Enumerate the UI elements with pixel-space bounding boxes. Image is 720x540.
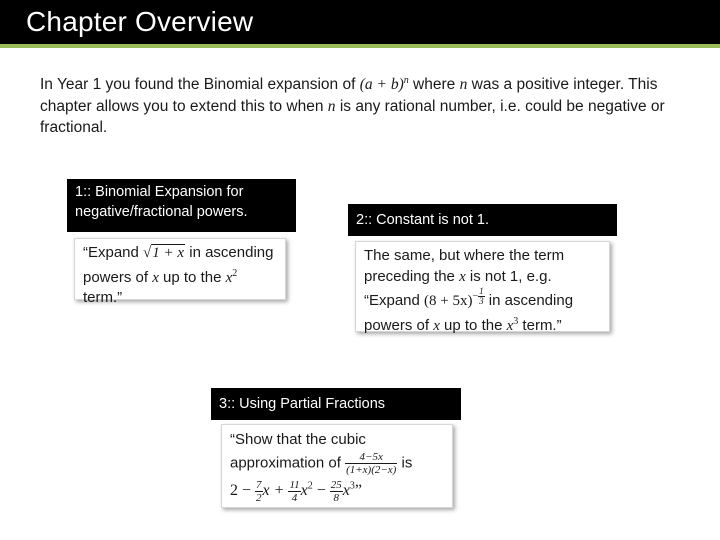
card-1-text-2: in ascending powers of <box>83 244 274 286</box>
section-1-card <box>74 238 286 306</box>
card-2-text-4: in ascending powers of <box>364 292 574 334</box>
intro-var-n: n <box>459 76 468 94</box>
card-3-frac-den: (1+x)(2−x) <box>346 464 397 476</box>
title-bar <box>0 0 720 44</box>
result-frac-3-den: 8 <box>333 492 340 505</box>
card-2-text-3: “Expand <box>364 292 425 309</box>
intro-paragraph <box>40 70 680 139</box>
card-1-text-1: “Expand <box>83 244 144 261</box>
result-term-3-pow: 3 <box>349 481 355 492</box>
intro-text-4: is any rational number, i.e. could be negative or fractional. <box>40 97 665 137</box>
section-3-card <box>221 424 453 508</box>
title-accent-line <box>0 44 720 48</box>
result-term-2-var: x <box>300 482 308 500</box>
card-1-text-4: term.” <box>83 289 123 306</box>
card-3-fraction <box>345 451 397 476</box>
card-3-result <box>230 479 362 505</box>
card-1-text-3: up to the <box>158 268 226 286</box>
result-term-2-pow: 2 <box>307 481 313 492</box>
result-const: 2 − <box>230 482 256 500</box>
section-3-label: 3:: Using Partial Fractions <box>211 388 461 420</box>
card-3-text-2: is <box>397 454 413 472</box>
intro-text-1: In Year 1 you found the Binomial expansion of <box>40 76 360 94</box>
result-frac-2 <box>288 479 300 504</box>
page-title: Chapter Overview <box>26 6 254 37</box>
card-2-term-pow: 3 <box>513 315 519 327</box>
section-2-label: 2:: Constant is not 1. <box>348 204 617 236</box>
card-2-text-6: term.” <box>518 316 562 334</box>
result-minus: − <box>312 482 330 500</box>
result-term-1: x + <box>262 482 289 500</box>
card-1-sqrt <box>143 244 185 261</box>
section-1-label: 1:: Binomial Expansion for negative/fractional powers. <box>67 179 296 232</box>
sqrt-symbol: √ <box>143 245 152 261</box>
card-2-text-5: up to the <box>439 316 507 334</box>
result-frac-2-num: 11 <box>289 479 300 492</box>
card-1-term-var: x <box>225 269 233 286</box>
card-2-var-2: x <box>433 317 440 334</box>
result-frac-1-num: 7 <box>256 479 262 492</box>
card-2-exp-num: 1 <box>479 286 484 297</box>
intro-expr: (a + b) <box>359 76 404 94</box>
card-2-term-var: x <box>506 317 514 334</box>
card-2-exp-den: 3 <box>479 296 484 307</box>
intro-text-2: where <box>408 76 460 94</box>
result-frac-1-den: 2 <box>256 492 262 505</box>
section-2-card <box>355 241 610 332</box>
card-2-var: x <box>459 268 466 285</box>
result-term-3-var: x <box>342 482 350 500</box>
card-3-frac-num: 4−5x <box>345 451 397 464</box>
card-2-expr: (8 + 5x) <box>424 293 473 309</box>
intro-text-3: was a positive integer. This chapter allows you to extend this to when <box>40 76 658 115</box>
intro-var-n-2: n <box>327 97 336 115</box>
card-1-radicand: 1 + x <box>152 245 185 261</box>
result-frac-1 <box>255 479 263 504</box>
intro-expr-power: n <box>403 75 409 86</box>
result-frac-3-num: 25 <box>330 479 342 492</box>
result-frac-2-den: 4 <box>291 492 298 505</box>
card-1-var: x <box>152 269 159 286</box>
card-3-text-1: “Show that the cubic approximation of <box>230 431 366 472</box>
card-1-term-pow: 2 <box>232 267 238 279</box>
result-end-quote: ” <box>354 482 362 500</box>
card-2-exp-sign: − <box>472 291 479 302</box>
card-2-text-2: is not 1, e.g. <box>465 267 552 285</box>
card-2-exponent <box>472 286 485 307</box>
result-frac-3 <box>330 479 343 504</box>
card-2-text-1: The same, but where the term preceding the <box>364 247 565 285</box>
